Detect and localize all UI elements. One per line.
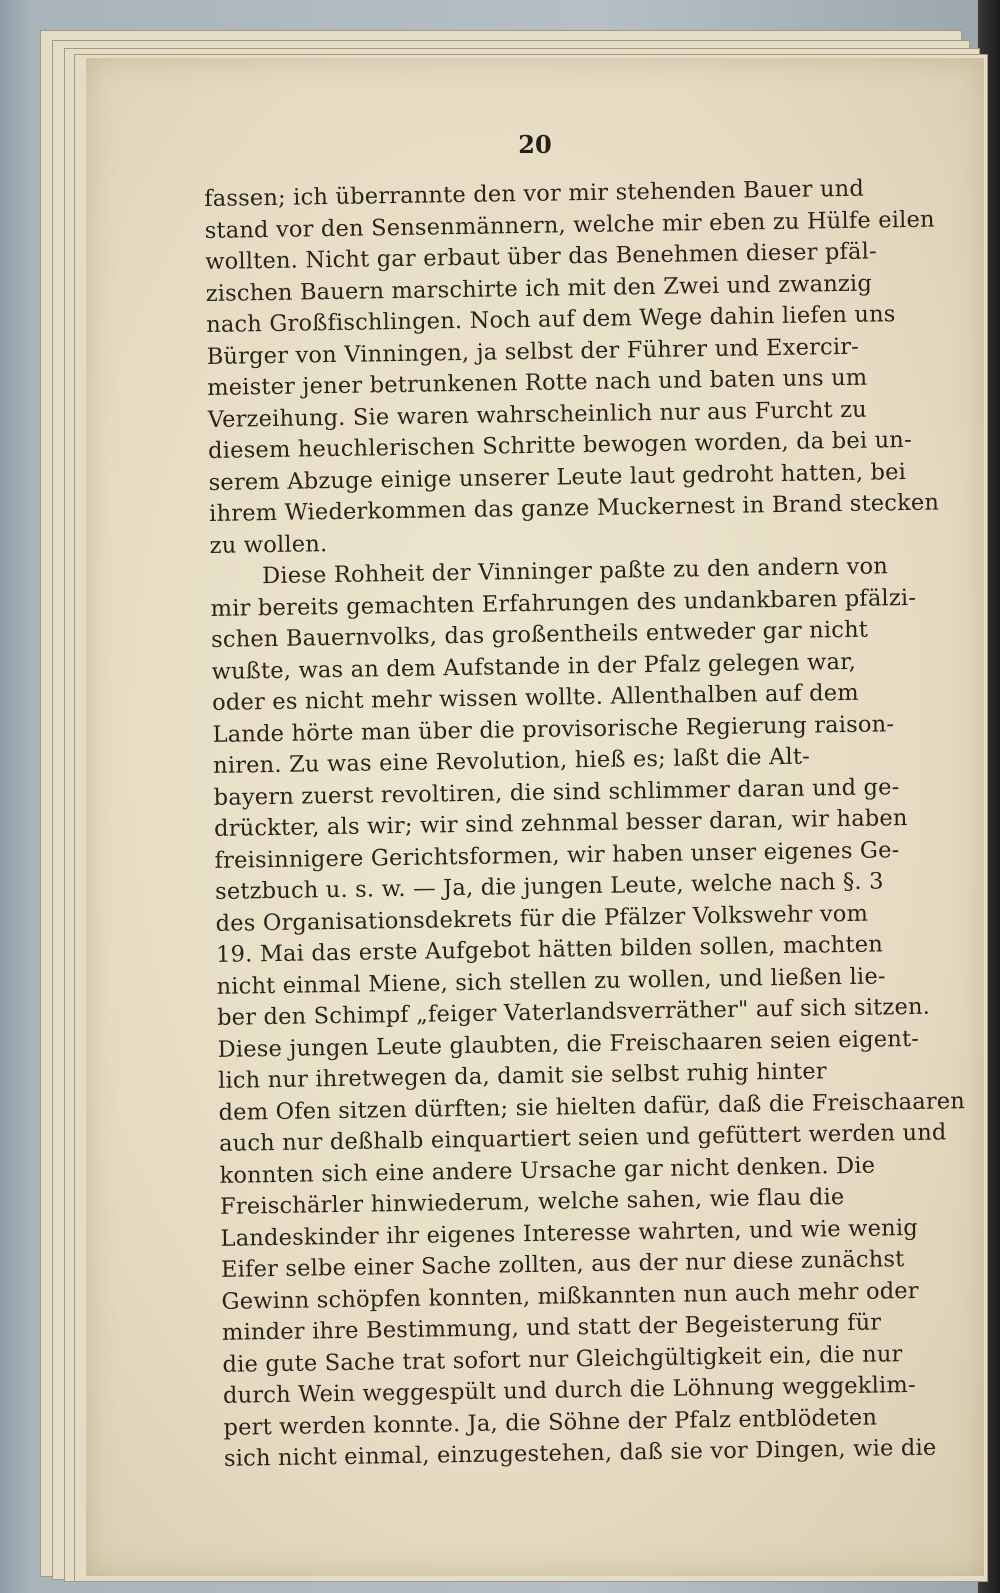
text-line: drückter, als wir; wir sind zehnmal besser daran, wir haben (213, 805, 908, 842)
text-line: setzbuch u. s. w. — Ja, die jungen Leute, welche nach §. 3 (214, 868, 884, 905)
text-line: wollten. Nicht gar erbaut über das Benehmen dieser pfäl- (205, 238, 878, 275)
text-line: diesem heuchlerischen Schritte bewogen worden, da bei un- (207, 426, 913, 464)
text-line: durch Wein weggespült und durch die Löhnung weggeklim- (222, 1371, 916, 1409)
text-line: wußte, was an dem Aufstande in der Pfalz gelegen war, (211, 648, 857, 685)
text-line: Diese jungen Leute glaubten, die Freischaaren seien eigent- (217, 1025, 920, 1063)
text-line: sich nicht einmal, einzugestehen, daß sie vor Dingen, wie die (223, 1434, 937, 1472)
text-line: Lande hörte man über die provisorische Regierung raison- (212, 710, 895, 748)
text-line: Verzeihung. Sie waren wahrscheinlich nur aus Furcht zu (207, 396, 868, 433)
text-line: auch nur deßhalb einquartiert seien und gefüttert werden und (218, 1119, 947, 1157)
text-line: mir bereits gemachten Erfahrungen des undankbaren pfälzi- (210, 584, 917, 622)
text-line: stand vor den Sensenmännern, welche mir eben zu Hülfe eilen (204, 206, 935, 244)
text-line: pert werden konnte. Ja, die Söhne der Pfalz entblödeten (223, 1404, 878, 1441)
text-line: 19. Mai das erste Aufgebot hätten bilden sollen, machten (215, 931, 884, 968)
text-line: Eifer selbe einer Sache zollten, aus der nur diese zunächst (220, 1246, 905, 1283)
text-line: niren. Zu was eine Revolution, hieß es; laßt die Alt- (212, 743, 811, 779)
text-line: zu wollen. (209, 530, 328, 559)
text-line: serem Abzuge einige unserer Leute laut gedroht hatten, bei (208, 458, 907, 496)
text-line: konnten sich eine andere Ursache gar nicht denken. Die (219, 1152, 876, 1189)
text-line: ihrem Wiederkommen das ganze Muckernest in Brand stecken (208, 489, 940, 527)
text-line: die gute Sache trat sofort nur Gleichgültigkeit ein, die nur (222, 1340, 903, 1378)
text-line: nach Großfischlingen. Noch auf dem Wege dahin liefen uns (206, 301, 896, 338)
text-line: Diese Rohheit der Vinninger paßte zu den andern von (261, 553, 889, 590)
text-line: ber den Schimpf „feiger Vaterlandsverräther" auf sich sitzen. (216, 993, 931, 1031)
page-number: 20 (518, 130, 552, 159)
text-line: meister jener betrunkenen Rotte nach und baten uns um (207, 364, 868, 401)
text-line: oder es nicht mehr wissen wollte. Allenthalben auf dem (211, 679, 860, 716)
text-line: Bürger von Vinningen, ja selbst der Führer und Exercir- (206, 333, 860, 370)
text-line: zischen Bauern marschirte ich mit den Zwei und zwanzig (205, 270, 873, 307)
book-page (86, 58, 984, 1576)
text-line: schen Bauernvolks, das großentheils entweder gar nicht (210, 616, 869, 653)
text-line: freisinnigere Gerichtsformen, wir haben unser eigenes Ge- (214, 836, 900, 874)
text-line: dem Ofen sitzen dürften; sie hielten dafür, daß die Freischaaren (218, 1087, 966, 1126)
text-line: lich nur ihretwegen da, damit sie selbst ruhig hinter (217, 1058, 827, 1094)
text-line: Landeskinder ihr eigenes Interesse wahrten, und wie wenig (220, 1214, 919, 1252)
text-line: nicht einmal Miene, sich stellen zu wollen, und ließen lie- (216, 962, 886, 1000)
text-line: fassen; ich überrannte den vor mir stehenden Bauer und (204, 175, 865, 212)
text-line: bayern zuerst revoltiren, die sind schlimmer daran und ge- (213, 773, 900, 811)
text-line: des Organisationsdekrets für die Pfälzer Volkswehr vom (215, 900, 869, 937)
text-line: minder ihre Bestimmung, und statt der Begeisterung für (221, 1309, 882, 1346)
body-text (204, 172, 984, 1475)
text-line: Freischärler hinwiederum, welche sahen, wie flau die (219, 1184, 845, 1220)
text-line: Gewinn schöpfen konnten, mißkannten nun auch mehr oder (221, 1277, 919, 1315)
